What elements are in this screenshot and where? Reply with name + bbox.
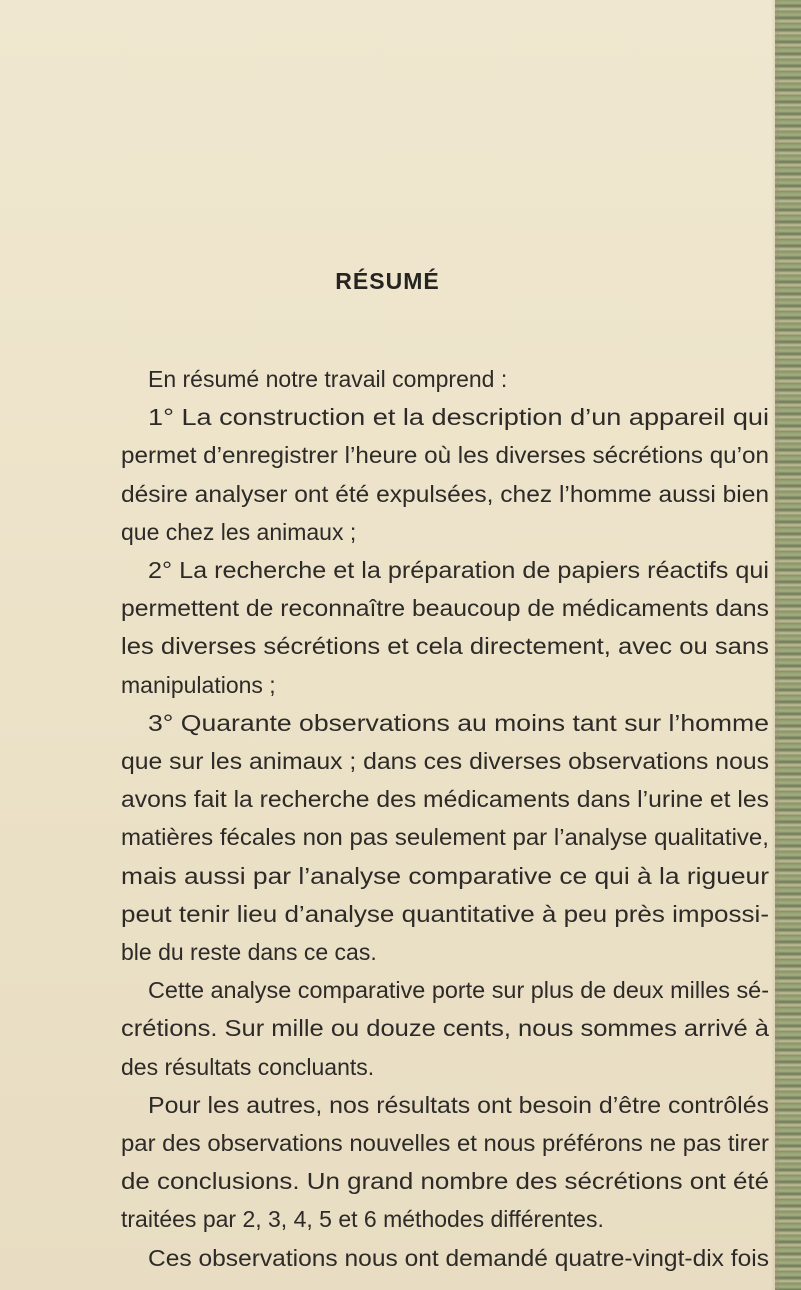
text-line: Cette analyse comparative porte sur plus de deux milles sé- <box>148 977 770 1003</box>
text-line: Pour les autres, nos résultats ont besoin d’être contrôlés <box>148 1092 770 1118</box>
text-line: matières fécales non pas seulement par l’analyse qualitative, <box>121 824 769 850</box>
text-line: 1° La construction et la description d’un appareil qui <box>148 404 770 430</box>
text-line: En résumé notre travail comprend : <box>148 366 508 392</box>
text-line: manipulations ; <box>121 672 276 698</box>
text-line: traitées par 2, 3, 4, 5 et 6 méthodes différentes. <box>121 1206 604 1232</box>
text-line: peut tenir lieu d’analyse quantitative à peu près impossi- <box>121 901 769 927</box>
text-line: 2° La recherche et la préparation de papiers réactifs qui <box>148 557 769 583</box>
text-line: désire analyser ont été expulsées, chez l’homme aussi bien <box>121 481 770 507</box>
text-line: que chez les animaux ; <box>121 519 357 545</box>
page-title: RÉSUMÉ <box>335 268 440 294</box>
text-line: de conclusions. Un grand nombre des sécrétions ont été <box>121 1168 770 1194</box>
text-line: 3° Quarante observations au moins tant sur l’homme <box>148 710 769 736</box>
text-line: mais aussi par l’analyse comparative ce qui à la rigueur <box>121 863 770 889</box>
text-line: Ces observations nous ont demandé quatre-vingt-dix fois <box>148 1245 769 1271</box>
text-line: avons fait la recherche des médicaments dans l’urine et les <box>121 786 769 812</box>
text-line: que sur les animaux ; dans ces diverses observations nous <box>121 748 769 774</box>
book-gutter-edge <box>775 0 801 1290</box>
text-line: crétions. Sur mille ou douze cents, nous sommes arrivé à <box>121 1015 769 1041</box>
text-line: permet d’enregistrer l’heure où les diverses sécrétions qu’on <box>121 442 770 468</box>
text-line: permettent de reconnaître beaucoup de médicaments dans <box>121 595 769 621</box>
text-line: des résultats concluants. <box>121 1054 375 1080</box>
text-line: ble du reste dans ce cas. <box>121 939 377 965</box>
text-line: les diverses sécrétions et cela directement, avec ou sans <box>121 633 769 659</box>
text-line: par des observations nouvelles et nous préférons ne pas tirer <box>121 1130 770 1156</box>
